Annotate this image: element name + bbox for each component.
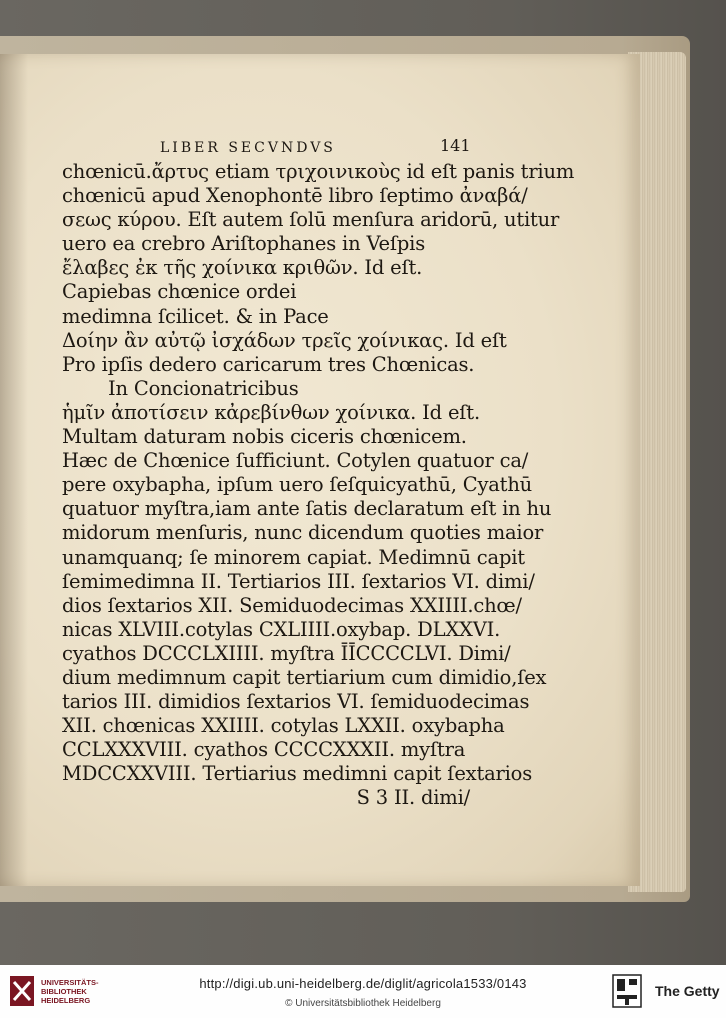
text-line: ἡμῖν ἀποτίσειν κἀρεβίνθων χοίνικα. Id eſt. — [62, 400, 480, 424]
text-line: nicas XLVIII.cotylas CXLIIII.oxybap. DLXXVI. — [62, 617, 501, 641]
text-line: ſemimedimna II. Tertiarios III. ſextarios VI. dimi/ — [62, 569, 535, 593]
text-line: unamquanq; ſe minorem capiat. Medimnū capit — [62, 545, 525, 569]
getty-logo-icon[interactable] — [612, 974, 642, 1008]
text-block — [62, 136, 575, 811]
text-line: XII. chœnicas XXIIII. cotylas LXXII. oxybapha — [62, 714, 505, 738]
text-line: chœnicū.ἄρτυς etiam τριχοινικοὺς id eſt panis trium — [62, 160, 575, 183]
page-number: 141 — [440, 136, 471, 155]
footer-bar — [0, 965, 726, 1018]
gutter-shadow — [0, 54, 28, 886]
text-line: σεως κύρου. Eſt autem ſolū menſura aridorū, utitur — [62, 208, 560, 232]
catchword: S 3 II. dimi/ — [356, 786, 470, 810]
text-line: ἔλαβες ἐκ τῆς χοίνικα κριθῶν. Id eſt. — [62, 256, 423, 280]
text-line: MDCCXXVIII. Tertiarius medimni capit ſextarios — [62, 762, 533, 786]
running-head-title: LIBER SECVNDVS — [160, 140, 336, 156]
text-line: In Concionatricibus — [108, 376, 299, 400]
text-line: Hæc de Chœnice ſufficiunt. Cotylen quatuor ca/ — [62, 449, 529, 473]
text-line: quatuor myſtra,iam ante ſatis declaratum eſt in hu — [62, 497, 552, 521]
text-line: chœnicū apud Xenophontē libro ſeptimo ἀναβά/ — [62, 184, 528, 208]
text-line: cyathos DCCCLXIIII. myſtra ĪĪCCCCLVI. Dimi/ — [62, 641, 511, 665]
text-line: CCLXXXVIII. cyathos CCCCXXXII. myſtra — [62, 738, 466, 762]
text-line: dium medimnum capit tertiarium cum dimidio,ſex — [62, 665, 547, 689]
text-line: midorum menſuris, nunc dicendum quoties maior — [62, 521, 544, 545]
text-line: medimna ſcilicet. & in Pace — [62, 304, 329, 328]
partner-name: The Getty — [655, 983, 720, 999]
copyright-notice: © Universitätsbibliothek Heidelberg — [285, 998, 441, 1009]
text-line: uero ea crebro Ariſtophanes in Veſpis — [62, 232, 426, 256]
text-line: pere oxybapha, ipſum uero ſeſquicyathū, Cyathū — [62, 473, 533, 497]
text-line: Capiebas chœnice ordei — [62, 280, 297, 304]
library-name: UNIVERSITÄTS- BIBLIOTHEK HEIDELBERG — [41, 978, 99, 1005]
running-head — [62, 136, 472, 160]
text-line: Δοίην ἂν αὐτῷ ἰσχάδων τρεῖς χοίνικας. Id eſt — [62, 328, 507, 352]
text-line: Pro ipſis dedero caricarum tres Chœnicas. — [62, 352, 475, 376]
permalink-url[interactable]: http://digi.ub.uni-heidelberg.de/diglit/agricola1533/0143 — [199, 976, 527, 991]
text-line: tarios III. dimidios ſextarios VI. ſemiduodecimas — [62, 690, 530, 714]
text-line: dios ſextarios XII. Semiduodecimas XXIIII.chœ/ — [62, 593, 522, 617]
text-line: Multam daturam nobis ciceris chœnicem. — [62, 425, 467, 449]
text-lines — [62, 160, 575, 811]
